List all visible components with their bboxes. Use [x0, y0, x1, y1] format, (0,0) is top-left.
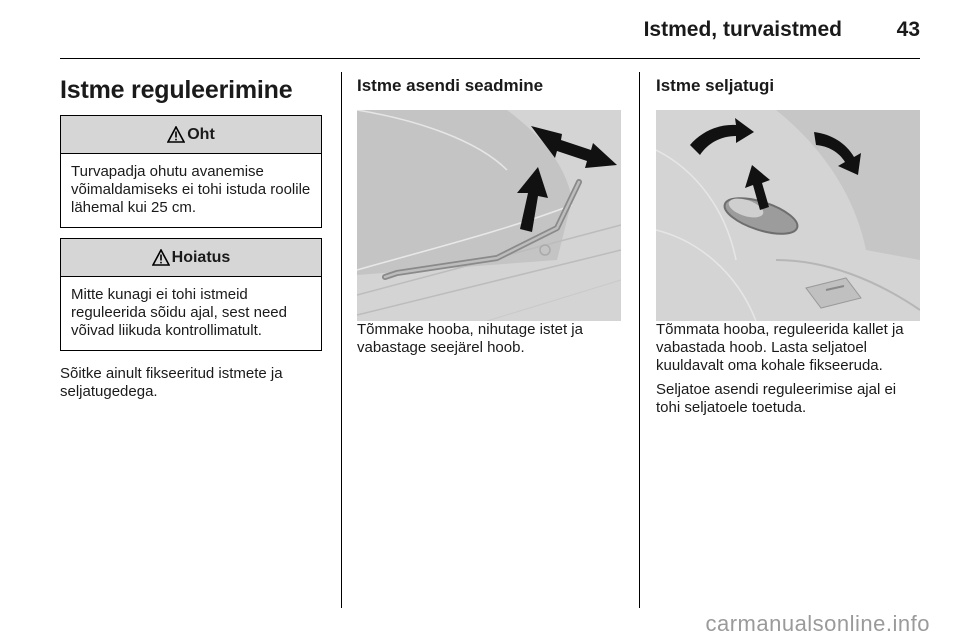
note-paragraph: Seljatoe asendi reguleerimise ajal ei tohi seljatoele toetuda.	[656, 381, 897, 416]
warning-label: Hoiatus	[171, 248, 231, 266]
section-heading: Istme reguleerimine	[60, 76, 293, 104]
caption: Tõmmata hooba, reguleerida kallet ja vabastada hoob. Lasta seljatoel kuuldavalt oma kohale fikseeruda.	[656, 321, 904, 374]
column-divider-1	[341, 72, 342, 608]
warning-notice-header	[61, 239, 321, 277]
column-divider-2	[639, 72, 640, 608]
section-heading: Istme asendi seadmine	[357, 76, 544, 95]
caption: Tõmmake hooba, nihutage istet ja vabastage seejärel hoob.	[357, 321, 583, 356]
warning-triangle-icon	[167, 126, 185, 143]
header-rule	[60, 58, 920, 59]
danger-text: Turvapadja ohutu avanemise võimaldamiseks ei tohi istuda roolile lähemal kui 25 cm.	[71, 163, 311, 216]
chapter-title: Istmed, turvaistmed	[643, 18, 842, 41]
column-seat-adjustment	[60, 72, 322, 401]
danger-notice	[60, 115, 322, 228]
column-backrest	[656, 72, 920, 417]
warning-text: Mitte kunagi ei tohi istmeid reguleerida sõidu ajal, sest need võivad liikuda kontrollimatult.	[71, 286, 287, 339]
section-heading: Istme seljatugi	[656, 76, 775, 95]
page-number: 43	[896, 18, 920, 41]
warning-notice	[60, 238, 322, 351]
backrest-lever-illustration	[656, 110, 920, 321]
danger-label: Oht	[187, 125, 215, 143]
column-seat-position	[357, 72, 621, 357]
watermark: carmanualsonline.info	[705, 611, 930, 636]
danger-notice-header	[61, 116, 321, 154]
page-header	[60, 0, 920, 58]
body-paragraph: Sõitke ainult fikseeritud istmete ja seljatugedega.	[60, 365, 283, 400]
seat-lever-illustration	[357, 110, 621, 321]
warning-triangle-icon	[152, 249, 170, 266]
